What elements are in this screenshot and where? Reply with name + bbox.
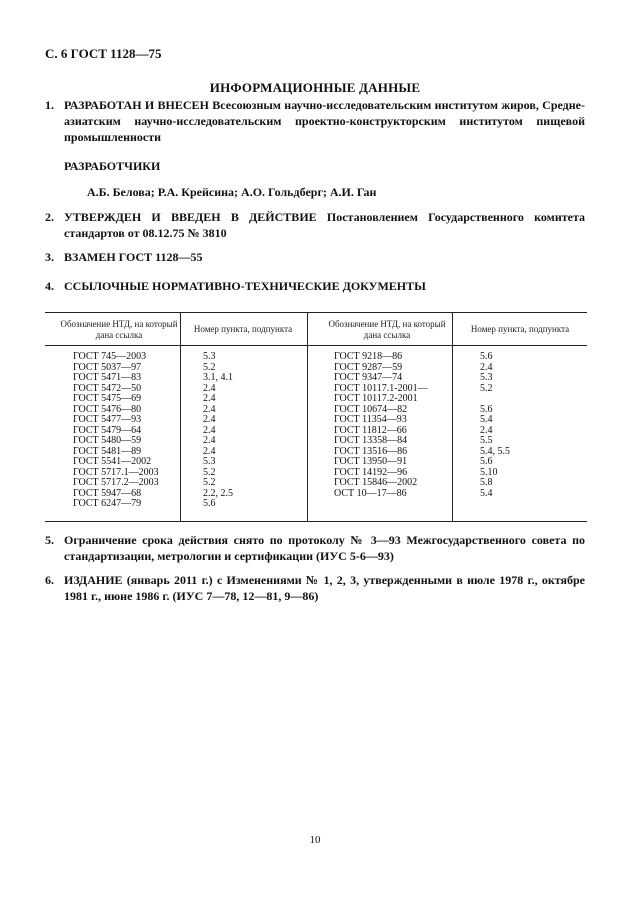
table-cell-designation: ГОСТ 9347—74 xyxy=(334,372,403,383)
table-cell-designation: ГОСТ 13950—91 xyxy=(334,456,408,467)
table-cell-clause: 2.4 xyxy=(203,424,216,436)
column-divider xyxy=(180,313,181,345)
table-cell-designation: ГОСТ 13358—84 xyxy=(334,435,408,446)
section-title: ИНФОРМАЦИОННЫЕ ДАННЫЕ xyxy=(209,80,421,95)
table-cell-clause: 2.4 xyxy=(480,361,493,373)
table-cell-designation: ГОСТ 5472—50 xyxy=(73,382,142,394)
item-lead: РАЗРАБОТАН И ВНЕСЕН xyxy=(64,98,209,112)
table-cell-clause: 5.3 xyxy=(203,456,216,467)
table-cell-clause: 2.2, 2.5 xyxy=(203,487,233,499)
table-cell-designation: ГОСТ 5717.2—2003 xyxy=(73,477,159,488)
info-item-1 xyxy=(45,97,585,145)
item-number: 5. xyxy=(45,533,54,547)
table-cell-clause: 5.3 xyxy=(480,372,493,383)
table-cell-clause: 5.10 xyxy=(480,466,498,478)
table-cell-designation: ГОСТ 11354—93 xyxy=(334,414,407,425)
table-cell-clause: 5.4, 5.5 xyxy=(480,445,510,457)
table-cell-clause: 2.4 xyxy=(203,403,216,415)
column-divider xyxy=(307,313,308,345)
left-clause-column xyxy=(203,352,233,510)
item-number: 4. xyxy=(45,279,54,293)
column-divider xyxy=(452,313,453,345)
info-item-5 xyxy=(45,532,585,564)
info-item-4 xyxy=(45,278,585,294)
item-number: 3. xyxy=(45,250,54,264)
table-cell-clause: 2.4 xyxy=(203,435,216,446)
table-cell-designation: ГОСТ 14192—96 xyxy=(334,466,408,478)
table-cell-clause: 2.4 xyxy=(203,445,216,457)
table-cell-designation: ГОСТ 9287—59 xyxy=(334,361,403,373)
reference-documents-table xyxy=(45,312,587,522)
item-lead: ИЗДАНИЕ xyxy=(64,573,123,587)
table-cell-clause: 5.5 xyxy=(480,435,493,446)
table-cell-designation: ГОСТ 5717.1—2003 xyxy=(73,466,159,478)
table-bottom-rule xyxy=(45,521,587,522)
table-cell-clause: 3.1, 4.1 xyxy=(203,372,233,383)
table-cell-clause: 5.4 xyxy=(480,414,493,425)
table-cell-designation: ГОСТ 5479—64 xyxy=(73,424,142,436)
table-cell-designation: ГОСТ 5475—69 xyxy=(73,393,142,404)
table-cell-designation: ГОСТ 11812—66 xyxy=(334,424,407,436)
table-cell-clause: 5.2 xyxy=(203,477,216,488)
table-cell-designation: ГОСТ 5480—59 xyxy=(73,435,142,446)
table-cell-clause: 5.6 xyxy=(480,456,493,467)
item-text: Ограничение срока действия снято по протоколу № 3—93 Межгосударственного совета по стандартизации, метрологии и сертификации (ИУС 5-6—93) xyxy=(64,533,585,563)
table-cell-designation: ГОСТ 5541—2002 xyxy=(73,456,152,467)
table-cell-designation: ГОСТ 5481—89 xyxy=(73,445,142,457)
column-divider xyxy=(452,346,453,521)
table-cell-clause: 2.4 xyxy=(203,382,216,394)
left-designation-column xyxy=(73,352,159,510)
table-cell-designation: ГОСТ 15846—2002 xyxy=(334,477,418,488)
table-cell-designation: ГОСТ 745—2003 xyxy=(73,351,147,362)
column-divider xyxy=(180,346,181,521)
item-lead: ССЫЛОЧНЫЕ НОРМАТИВНО-ТЕХНИЧЕСКИЕ ДОКУМЕНТЫ xyxy=(64,279,426,293)
item-text: Постановлением Государственного комитета стандартов от 08.12.75 № 3810 xyxy=(64,210,585,240)
header-clause-left: Номер пункта, подпункта xyxy=(193,324,293,334)
table-cell-clause xyxy=(480,394,510,405)
table-cell-designation: ГОСТ 5477—93 xyxy=(73,414,142,425)
table-cell-designation: ГОСТ 5947—68 xyxy=(73,487,142,499)
table-cell-designation: ГОСТ 10674—82 xyxy=(334,403,408,415)
item-text: (январь 2011 г.) с Изменениями № 1, 2, 3, утвержденными в июле 1978 г., октябре 1981 г., июне 1986 г. (ИУС 7—78, 12—81, 9—86) xyxy=(64,573,585,603)
item-number: 1. xyxy=(45,98,54,112)
item-text: Всесоюзным научно-исследовательским институтом жиров, Средне-азиатским научно-исследовательским проектно-конструкторским институтом пищевой промышленности xyxy=(64,98,585,144)
table-cell-clause: 5.6 xyxy=(203,498,216,509)
right-designation-column xyxy=(334,352,428,499)
page-header: С. 6 ГОСТ 1128—75 xyxy=(45,46,162,61)
table-header-row xyxy=(45,313,587,345)
table-cell-clause: 5.6 xyxy=(480,403,493,415)
page-number: 10 xyxy=(309,834,321,846)
item-lead: УТВЕРЖДЕН И ВВЕДЕН В ДЕЙСТВИЕ xyxy=(64,210,317,224)
table-cell-clause: 2.4 xyxy=(203,414,216,425)
right-clause-column xyxy=(480,352,510,499)
info-item-3 xyxy=(45,249,585,265)
table-cell-clause: 5.6 xyxy=(480,351,493,362)
header-clause-right: Номер пункта, подпункта xyxy=(470,324,570,334)
table-cell-designation: ГОСТ 6247—79 xyxy=(73,498,142,509)
table-cell-clause: 5.8 xyxy=(480,477,493,488)
info-item-2 xyxy=(45,209,585,241)
table-cell-clause: 5.4 xyxy=(480,487,493,499)
developers-names: А.Б. Белова; Р.А. Крейсина; А.О. Гольдберг; А.И. Ган xyxy=(87,185,377,199)
table-body xyxy=(45,346,587,521)
header-designation-right: Обозначение НТД, на который дана ссылка xyxy=(328,319,446,340)
table-cell-designation: ГОСТ 10117.2-2001 xyxy=(334,393,418,404)
table-cell-clause: 5.2 xyxy=(203,466,216,478)
developers-heading: РАЗРАБОТЧИКИ xyxy=(64,159,161,173)
info-item-6 xyxy=(45,572,585,604)
table-cell-clause: 5.2 xyxy=(480,382,493,394)
column-divider xyxy=(307,346,308,521)
table-cell-clause: 5.2 xyxy=(203,361,216,373)
table-cell-designation: ГОСТ 5037—97 xyxy=(73,361,142,373)
header-designation-left: Обозначение НТД, на который дана ссылка xyxy=(60,319,178,340)
table-cell-designation: ГОСТ 5471—83 xyxy=(73,372,142,383)
table-cell-designation: ОСТ 10—17—86 xyxy=(334,487,407,499)
table-cell-clause: 5.3 xyxy=(203,351,216,362)
item-number: 6. xyxy=(45,573,54,587)
table-cell-designation: ГОСТ 5476—80 xyxy=(73,403,142,415)
item-number: 2. xyxy=(45,210,54,224)
table-cell-designation: ГОСТ 13516—86 xyxy=(334,445,408,457)
table-cell-designation: ГОСТ 9218—86 xyxy=(334,351,403,362)
item-lead: ВЗАМЕН ГОСТ 1128—55 xyxy=(64,250,203,264)
table-cell-designation: ГОСТ 10117.1-2001— xyxy=(334,382,428,394)
table-cell-clause: 2.4 xyxy=(203,393,216,404)
table-cell-clause: 2.4 xyxy=(480,424,493,436)
